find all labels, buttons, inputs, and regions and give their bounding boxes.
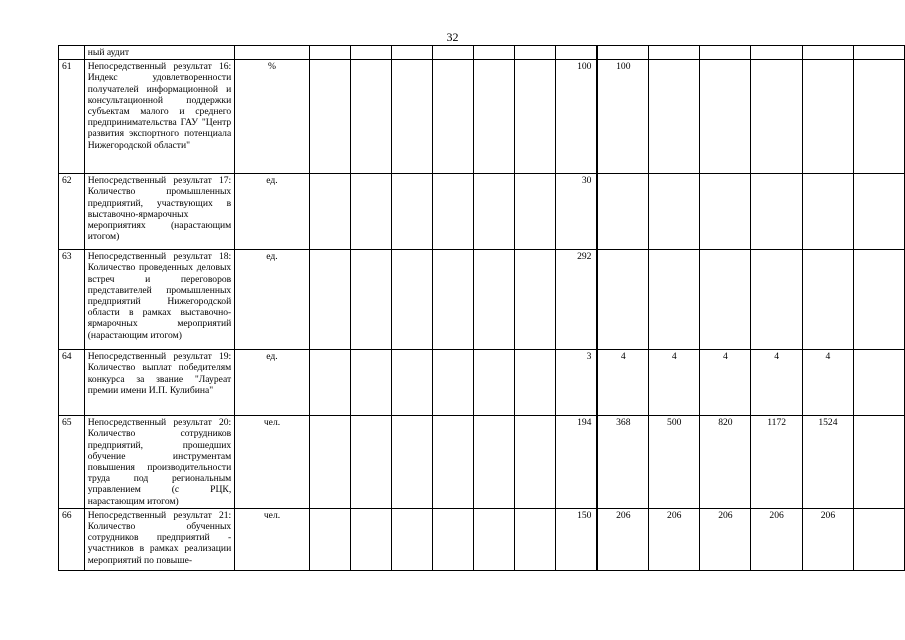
- value-cell: [392, 250, 433, 350]
- unit-cell: [235, 46, 310, 60]
- value-cell: [700, 46, 751, 60]
- value-cell: 500: [649, 416, 700, 509]
- value-cell: [515, 250, 556, 350]
- value-cell: 292: [556, 250, 598, 350]
- unit-cell: ед.: [235, 250, 310, 350]
- value-cell: [433, 60, 474, 174]
- value-cell: [854, 46, 905, 60]
- value-cell: [309, 174, 350, 250]
- value-cell: [802, 250, 853, 350]
- value-cell: [802, 174, 853, 250]
- unit-cell: чел.: [235, 416, 310, 509]
- indicator-name: Непосредственный результат 20: Количество сотрудников предприятий, прошедших обучение инструментам повышения производительности труда под региональным управлением (с РЦК, нарастающим итогом): [84, 416, 234, 509]
- value-cell: [854, 174, 905, 250]
- value-cell: [433, 416, 474, 509]
- table-row: [59, 174, 905, 250]
- value-cell: [392, 416, 433, 509]
- value-cell: [649, 46, 700, 60]
- row-number: 63: [59, 250, 85, 350]
- value-cell: 820: [700, 416, 751, 509]
- value-cell: [309, 250, 350, 350]
- value-cell: [350, 46, 391, 60]
- value-cell: [309, 350, 350, 416]
- indicator-name: Непосредственный результат 19: Количество выплат победителям конкурса за звание "Лауреат премии имени И.П. Кулибина": [84, 350, 234, 416]
- value-cell: 368: [597, 416, 648, 509]
- indicator-table: [58, 45, 905, 571]
- value-cell: [515, 60, 556, 174]
- row-number: 64: [59, 350, 85, 416]
- value-cell: 100: [556, 60, 598, 174]
- value-cell: [854, 250, 905, 350]
- value-cell: [474, 250, 515, 350]
- value-cell: [474, 508, 515, 570]
- value-cell: [474, 60, 515, 174]
- row-number: 65: [59, 416, 85, 509]
- value-cell: [597, 46, 648, 60]
- value-cell: [515, 416, 556, 509]
- value-cell: [515, 174, 556, 250]
- value-cell: [309, 508, 350, 570]
- value-cell: [751, 46, 802, 60]
- value-cell: [854, 60, 905, 174]
- page-number: 32: [446, 30, 459, 44]
- value-cell: [392, 60, 433, 174]
- row-number: 61: [59, 60, 85, 174]
- value-cell: [649, 60, 700, 174]
- value-cell: [433, 250, 474, 350]
- value-cell: [350, 250, 391, 350]
- value-cell: 4: [751, 350, 802, 416]
- value-cell: 4: [649, 350, 700, 416]
- value-cell: [802, 60, 853, 174]
- table-body: [59, 46, 905, 571]
- value-cell: [474, 46, 515, 60]
- row-number: 62: [59, 174, 85, 250]
- table-row: [59, 508, 905, 570]
- value-cell: [350, 174, 391, 250]
- value-cell: [433, 174, 474, 250]
- value-cell: 206: [751, 508, 802, 570]
- value-cell: 1524: [802, 416, 853, 509]
- value-cell: [433, 350, 474, 416]
- value-cell: [649, 174, 700, 250]
- value-cell: [700, 174, 751, 250]
- value-cell: [649, 250, 700, 350]
- value-cell: [751, 174, 802, 250]
- unit-cell: %: [235, 60, 310, 174]
- table-row: [59, 60, 905, 174]
- value-cell: [802, 46, 853, 60]
- indicator-name: Непосредственный результат 17: Количество промышленных предприятий, участвующих в выставочно-ярмарочных мероприятиях (нарастающим итогом): [84, 174, 234, 250]
- value-cell: 4: [597, 350, 648, 416]
- value-cell: [700, 250, 751, 350]
- value-cell: [350, 416, 391, 509]
- value-cell: 206: [649, 508, 700, 570]
- value-cell: [309, 416, 350, 509]
- table-row: [59, 250, 905, 350]
- value-cell: 150: [556, 508, 598, 570]
- indicator-name: ный аудит: [84, 46, 234, 60]
- value-cell: [474, 350, 515, 416]
- indicator-name: Непосредственный результат 21: Количество обученных сотрудников предприятий - участников в рамках реализации мероприятий по повыше-: [84, 508, 234, 570]
- value-cell: [392, 508, 433, 570]
- value-cell: [556, 46, 598, 60]
- value-cell: [433, 508, 474, 570]
- value-cell: [515, 46, 556, 60]
- value-cell: [392, 174, 433, 250]
- value-cell: 30: [556, 174, 598, 250]
- indicator-name: Непосредственный результат 18: Количество проведенных деловых встреч и переговоров представителей промышленных предприятий Нижегородской области в рамках выставочно-ярмарочных мероприятий (нарастающим итогом): [84, 250, 234, 350]
- row-number: 66: [59, 508, 85, 570]
- value-cell: [854, 350, 905, 416]
- value-cell: [515, 508, 556, 570]
- row-number: [59, 46, 85, 60]
- value-cell: 206: [700, 508, 751, 570]
- value-cell: [854, 508, 905, 570]
- table-row: [59, 416, 905, 509]
- value-cell: 1172: [751, 416, 802, 509]
- value-cell: [597, 250, 648, 350]
- value-cell: [854, 416, 905, 509]
- indicator-name: Непосредственный результат 16: Индекс удовлетворенности получателей информационной и консультационной поддержки субъектам малого и среднего предпринимательства ГАУ "Центр развития экспортного потенциала Нижегородской области": [84, 60, 234, 174]
- unit-cell: ед.: [235, 174, 310, 250]
- table-row: [59, 46, 905, 60]
- value-cell: [474, 174, 515, 250]
- value-cell: 4: [802, 350, 853, 416]
- unit-cell: чел.: [235, 508, 310, 570]
- value-cell: [515, 350, 556, 416]
- value-cell: [597, 174, 648, 250]
- table-row: [59, 350, 905, 416]
- value-cell: [700, 60, 751, 174]
- value-cell: 4: [700, 350, 751, 416]
- value-cell: [309, 60, 350, 174]
- value-cell: [350, 508, 391, 570]
- value-cell: [350, 350, 391, 416]
- value-cell: [751, 250, 802, 350]
- value-cell: [433, 46, 474, 60]
- value-cell: [309, 46, 350, 60]
- value-cell: [751, 60, 802, 174]
- value-cell: [350, 60, 391, 174]
- value-cell: 206: [597, 508, 648, 570]
- value-cell: 3: [556, 350, 598, 416]
- value-cell: [392, 46, 433, 60]
- value-cell: 206: [802, 508, 853, 570]
- value-cell: [392, 350, 433, 416]
- value-cell: 194: [556, 416, 598, 509]
- value-cell: [474, 416, 515, 509]
- value-cell: 100: [597, 60, 648, 174]
- unit-cell: ед.: [235, 350, 310, 416]
